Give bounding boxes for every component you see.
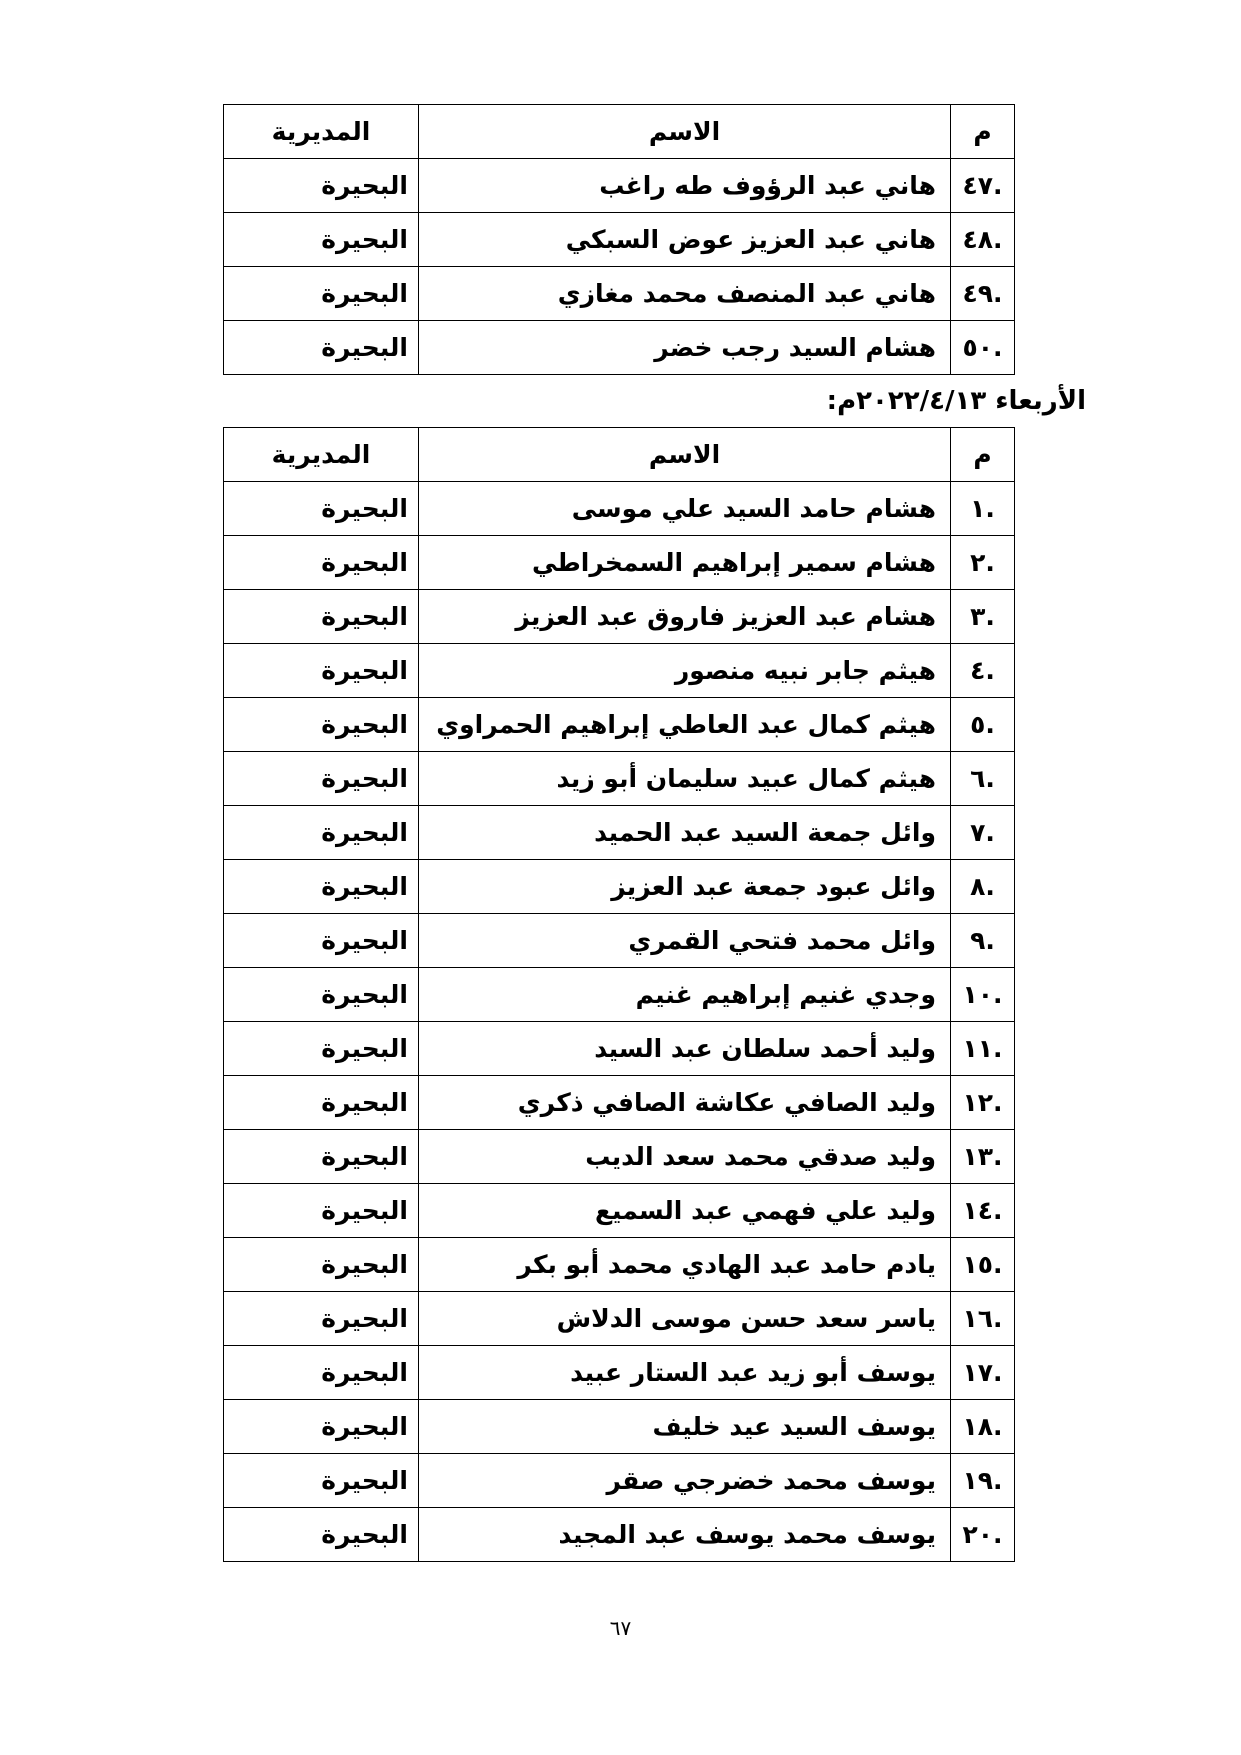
- row-name: وائل جمعة السيد عبد الحميد: [419, 806, 951, 860]
- row-name: يوسف محمد يوسف عبد المجيد: [419, 1508, 951, 1562]
- row-directorate: البحيرة: [224, 1292, 419, 1346]
- row-directorate: البحيرة: [224, 1184, 419, 1238]
- table-header-row: [224, 428, 1015, 482]
- header-name: الاسم: [419, 428, 951, 482]
- row-number: .٥: [951, 698, 1015, 752]
- row-number: .١٧: [951, 1346, 1015, 1400]
- table-row: [224, 1238, 1015, 1292]
- row-number: .٢: [951, 536, 1015, 590]
- row-directorate: البحيرة: [224, 321, 419, 375]
- row-directorate: البحيرة: [224, 536, 419, 590]
- row-name: وليد علي فهمي عبد السميع: [419, 1184, 951, 1238]
- row-directorate: البحيرة: [224, 806, 419, 860]
- row-name: ياسر سعد حسن موسى الدلاش: [419, 1292, 951, 1346]
- row-number: .١٣: [951, 1130, 1015, 1184]
- table-row: [224, 968, 1015, 1022]
- row-name: يوسف أبو زيد عبد الستار عبيد: [419, 1346, 951, 1400]
- row-directorate: البحيرة: [224, 590, 419, 644]
- table-row: [224, 159, 1015, 213]
- table-row: [224, 1454, 1015, 1508]
- row-name: هشام حامد السيد علي موسى: [419, 482, 951, 536]
- row-directorate: البحيرة: [224, 644, 419, 698]
- table-row: [224, 1022, 1015, 1076]
- row-number: .١٢: [951, 1076, 1015, 1130]
- row-name: وليد صدقي محمد سعد الديب: [419, 1130, 951, 1184]
- row-directorate: البحيرة: [224, 1076, 419, 1130]
- table-row: [224, 698, 1015, 752]
- header-name: الاسم: [419, 105, 951, 159]
- table-row: [224, 1076, 1015, 1130]
- row-name: هاني عبد الرؤوف طه راغب: [419, 159, 951, 213]
- row-directorate: البحيرة: [224, 159, 419, 213]
- section-heading-date: الأربعاء ٢٠٢٢/٤/١٣م:: [826, 386, 1086, 416]
- row-name: وائل محمد فتحي القمري: [419, 914, 951, 968]
- row-directorate: البحيرة: [224, 267, 419, 321]
- table-row: [224, 914, 1015, 968]
- row-name: وجدي غنيم إبراهيم غنيم: [419, 968, 951, 1022]
- table-row: [224, 482, 1015, 536]
- table-row: [224, 1400, 1015, 1454]
- row-directorate: البحيرة: [224, 1130, 419, 1184]
- row-directorate: البحيرة: [224, 752, 419, 806]
- names-table-continued: [223, 104, 1015, 375]
- row-directorate: البحيرة: [224, 1454, 419, 1508]
- table-row: [224, 536, 1015, 590]
- row-number: .١٨: [951, 1400, 1015, 1454]
- table-row: [224, 806, 1015, 860]
- row-directorate: البحيرة: [224, 914, 419, 968]
- row-number: .٣: [951, 590, 1015, 644]
- table-row: [224, 321, 1015, 375]
- row-number: .٤٨: [951, 213, 1015, 267]
- row-directorate: البحيرة: [224, 1346, 419, 1400]
- row-number: .٩: [951, 914, 1015, 968]
- row-name: وليد الصافي عكاشة الصافي ذكري: [419, 1076, 951, 1130]
- row-name: هيثم جابر نبيه منصور: [419, 644, 951, 698]
- header-directorate: المديرية: [224, 428, 419, 482]
- row-name: هاني عبد العزيز عوض السبكي: [419, 213, 951, 267]
- table-row: [224, 1184, 1015, 1238]
- row-number: .١٠: [951, 968, 1015, 1022]
- row-name: هيثم كمال عبد العاطي إبراهيم الحمراوي: [419, 698, 951, 752]
- row-name: يادم حامد عبد الهادي محمد أبو بكر: [419, 1238, 951, 1292]
- row-number: .١٥: [951, 1238, 1015, 1292]
- row-number: .١٦: [951, 1292, 1015, 1346]
- row-name: وائل عبود جمعة عبد العزيز: [419, 860, 951, 914]
- row-directorate: البحيرة: [224, 1238, 419, 1292]
- table-row: [224, 860, 1015, 914]
- row-number: .١٩: [951, 1454, 1015, 1508]
- row-number: .٤٧: [951, 159, 1015, 213]
- row-name: هيثم كمال عبيد سليمان أبو زيد: [419, 752, 951, 806]
- header-num: م: [951, 428, 1015, 482]
- row-number: .٤٩: [951, 267, 1015, 321]
- row-number: .٦: [951, 752, 1015, 806]
- table-row: [224, 752, 1015, 806]
- row-number: .٨: [951, 860, 1015, 914]
- table-row: [224, 1508, 1015, 1562]
- table-row: [224, 644, 1015, 698]
- row-name: يوسف السيد عيد خليف: [419, 1400, 951, 1454]
- table-row: [224, 1292, 1015, 1346]
- row-number: .٧: [951, 806, 1015, 860]
- row-name: هشام سمير إبراهيم السمخراطي: [419, 536, 951, 590]
- row-directorate: البحيرة: [224, 968, 419, 1022]
- names-table-wednesday: [223, 427, 1015, 1562]
- row-number: .٤: [951, 644, 1015, 698]
- header-directorate: المديرية: [224, 105, 419, 159]
- row-number: .٢٠: [951, 1508, 1015, 1562]
- table-row: [224, 1346, 1015, 1400]
- row-name: وليد أحمد سلطان عبد السيد: [419, 1022, 951, 1076]
- table-row: [224, 590, 1015, 644]
- row-directorate: البحيرة: [224, 1400, 419, 1454]
- row-name: هشام السيد رجب خضر: [419, 321, 951, 375]
- page-number: ٦٧: [609, 1616, 632, 1640]
- row-directorate: البحيرة: [224, 213, 419, 267]
- table-row: [224, 213, 1015, 267]
- row-number: .٥٠: [951, 321, 1015, 375]
- row-name: يوسف محمد خضرجي صقر: [419, 1454, 951, 1508]
- row-number: .١: [951, 482, 1015, 536]
- row-name: هاني عبد المنصف محمد مغازي: [419, 267, 951, 321]
- row-directorate: البحيرة: [224, 1508, 419, 1562]
- row-directorate: البحيرة: [224, 698, 419, 752]
- row-directorate: البحيرة: [224, 1022, 419, 1076]
- table-row: [224, 1130, 1015, 1184]
- row-number: .١٤: [951, 1184, 1015, 1238]
- table-row: [224, 267, 1015, 321]
- row-name: هشام عبد العزيز فاروق عبد العزيز: [419, 590, 951, 644]
- row-directorate: البحيرة: [224, 482, 419, 536]
- row-directorate: البحيرة: [224, 860, 419, 914]
- table-header-row: [224, 105, 1015, 159]
- header-num: م: [951, 105, 1015, 159]
- row-number: .١١: [951, 1022, 1015, 1076]
